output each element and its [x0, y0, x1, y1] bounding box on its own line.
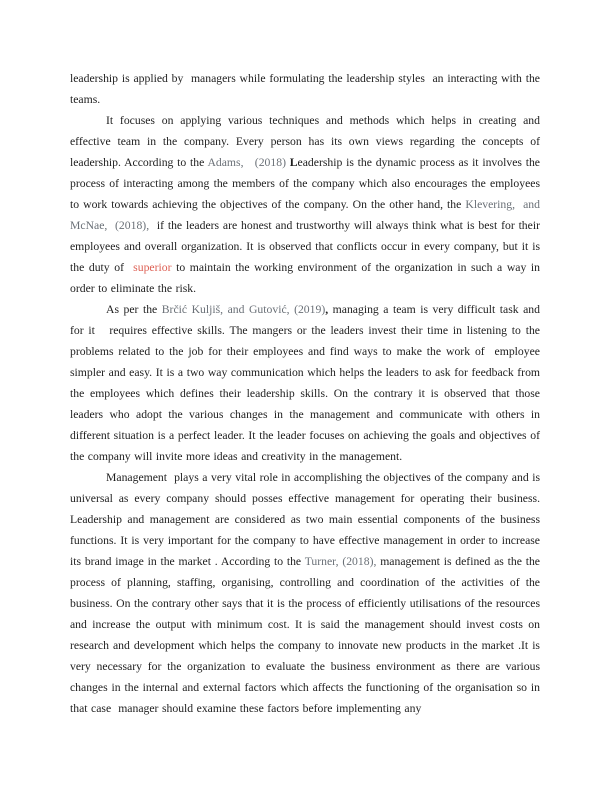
text-run: Management plays a very vital role in accomplishing the objectives of the company and is universal as every company should posses effective management for operating their business. Leadership and management are considered as two main essential components of the business functions. It is very important for the company to have effective management in order to increase its brand image in the market . According to the	[70, 471, 540, 568]
document-body	[70, 68, 540, 719]
text-run: eadership is the dynamic process as it involves the process of interacting among the members of the company which also encourages the employees to work towards achieving the objectives of the company. On the other hand, the	[70, 156, 540, 211]
paragraph	[70, 110, 540, 299]
bold-text-run: L	[289, 156, 298, 169]
text-run: managing a team is very difficult task and for it requires effective skills. The mangers or the leaders invest their time in listening to the problems related to the job for their employees and find ways to make the work of employee simpler and easy. It is a two way communication which helps the leaders to ask for feedback from the employees which defines their leadership skills. On the contrary it is observed that those leaders who adopt the various changes in the management and communicate with others in different situation is a perfect leader. It the leader focuses on achieving the goals and objectives of the company will invite more ideas and creativity in the management.	[70, 303, 540, 463]
text-run: if the leaders are honest and trustworthy will always think what is best for their employees and overall organization. It is observed that conflicts occur in every company, but it is the duty of	[70, 219, 540, 274]
citation-text: Klevering, and McNae, (2018),	[70, 198, 540, 232]
bold-text-run: ,	[325, 303, 329, 316]
highlighted-word: superior	[133, 261, 172, 274]
citation-text: Brčić Kuljiš, and Gutović, (2019)	[161, 303, 326, 316]
citation-text: Adams, (2018)	[207, 156, 286, 169]
text-run: to maintain the working environment of the organization in such a way in order to eliminate the risk.	[70, 261, 540, 295]
text-run: management is defined as the the process of planning, staffing, organising, controlling and coordination of the activities of the business. On the contrary other says that it is the process of efficiently utilisations of the resources and increase the output with minimum cost. It is said the management should invest costs on research and development which helps the company to innovate new products in the market .It is very necessary for the organization to evaluate the business environment as there are various changes in the internal and external factors which affects the functioning of the organisation so in that case manager should examine these factors before implementing any	[70, 555, 540, 715]
text-run: leadership is applied by managers while formulating the leadership styles an interacting with the teams.	[70, 72, 540, 106]
paragraph	[70, 299, 540, 467]
paragraph	[70, 467, 540, 719]
paragraph	[70, 68, 540, 110]
citation-text: Turner, (2018),	[304, 555, 377, 568]
text-run: It focuses on applying various techniques and methods which helps in creating and effective team in the company. Every person has its own views regarding the concepts of leadership. According to the	[70, 114, 540, 169]
text-run: As per the	[106, 303, 162, 316]
